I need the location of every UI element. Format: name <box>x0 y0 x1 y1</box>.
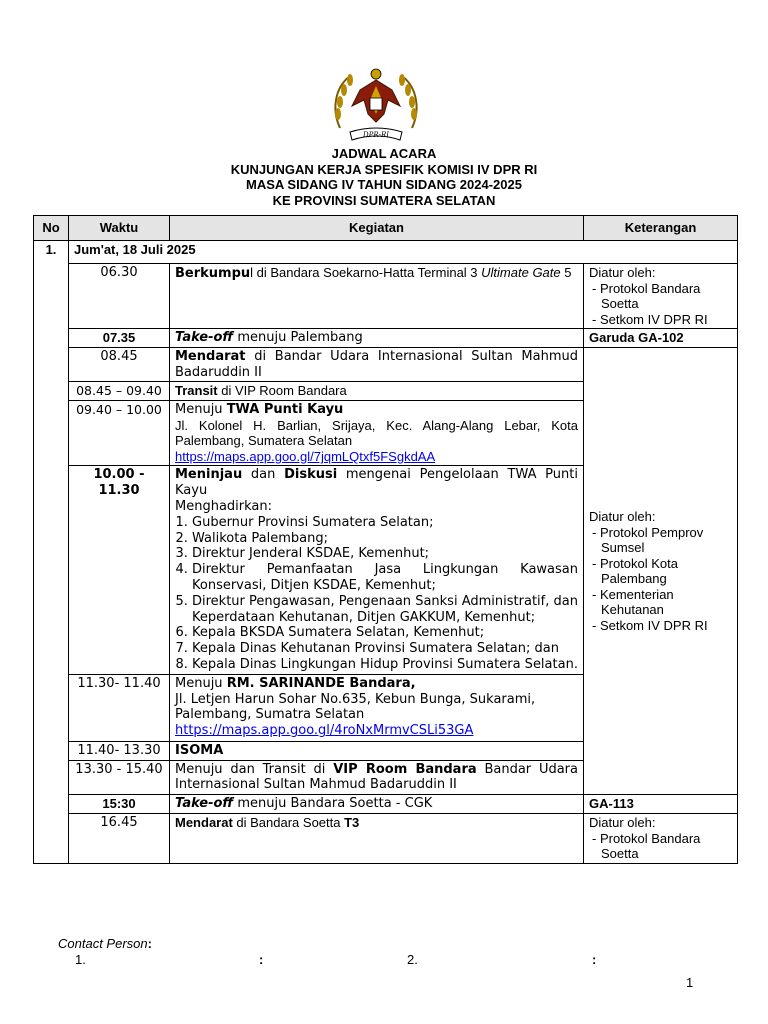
list-item: 8. Kepala Dinas Lingkungan Hidup Provinsi Sumatera Selatan. <box>192 657 578 673</box>
activity-cell <box>170 264 584 329</box>
note-title: Diatur oleh: <box>589 509 656 525</box>
activity-cell <box>170 795 584 814</box>
time-cell: 07.35 <box>69 329 170 348</box>
activity-cell <box>170 382 584 401</box>
table-row <box>34 795 738 814</box>
time-cell: 11.30- 11.40 <box>69 674 170 741</box>
activity-cell <box>170 760 584 795</box>
title-line-1: JADWAL ACARA <box>331 146 437 161</box>
list-item: 4. Direktur Pemanfaatan Jasa Lingkungan Kawasan Konservasi, Ditjen KSDAE, Kemenhut; <box>192 562 578 594</box>
activity-text: di VIP Room Bandara <box>217 383 347 399</box>
activity-cell <box>170 347 584 382</box>
maps-link[interactable]: https://maps.app.goo.gl/7jqmLQtxf5FSgkdAA <box>175 448 436 464</box>
page-number: 1 <box>686 975 694 990</box>
table-header-row <box>34 216 738 241</box>
logo-text: DPR-RI <box>363 131 389 139</box>
list-item: 5. Direktur Pengawasan, Pengenaan Sanksi Administratif, dan Keperdataan Kehutanan, Ditjen GAKKUM, Kemenhut; <box>192 594 578 626</box>
note-item: - Protokol Bandara Soetta <box>592 280 701 311</box>
note-item: - Setkom IV DPR RI <box>592 617 708 633</box>
contact-separator-1: : <box>259 952 264 967</box>
time-cell: 11.40- 13.30 <box>69 741 170 760</box>
table-row <box>34 329 738 348</box>
time-cell: 10.00 - 11.30 <box>69 466 170 674</box>
note-item: - Protokol Pemprov Sumsel <box>592 524 704 556</box>
time-cell: 08.45 <box>69 347 170 382</box>
activity-text: menuju Palembang <box>233 330 363 345</box>
table-row <box>34 264 738 329</box>
activity-bold: Berkumpu <box>175 266 251 281</box>
note-cell: Garuda GA-102 <box>584 329 738 348</box>
note-item: - Kementerian Kehutanan <box>592 586 674 618</box>
activity-bold: T3 <box>344 815 360 831</box>
time-cell: 06.30 <box>69 264 170 329</box>
attendees-list <box>175 515 578 673</box>
title-line-4: KE PROVINSI SUMATERA SELATAN <box>272 192 496 208</box>
activity-text: Menuju dan Transit di <box>175 761 334 777</box>
row-number: 1. <box>34 241 69 864</box>
list-item: 2. Walikota Palembang; <box>192 531 578 547</box>
header-waktu: Waktu <box>69 216 170 241</box>
activity-text: di Bandara Soetta <box>232 815 345 831</box>
activity-bold: RM. SARINANDE Bandara, <box>226 675 416 691</box>
activity-bold: Diskusi <box>284 467 338 483</box>
note-title: Diatur oleh: <box>589 265 656 280</box>
activity-italic: Take-off <box>175 796 234 812</box>
activity-text: Menuju <box>175 675 227 691</box>
time-cell: 13.30 - 15.40 <box>69 760 170 795</box>
header-no: No <box>34 216 69 241</box>
contact-item-1: 1. <box>75 952 86 967</box>
activity-cell <box>170 401 584 466</box>
document-title <box>0 146 768 208</box>
date-row <box>34 241 738 264</box>
note-cell <box>584 347 738 794</box>
note-cell <box>584 814 738 864</box>
activity-italic: Ultimate Gate <box>481 265 561 280</box>
list-item: 6. Kepala BKSDA Sumatera Selatan, Kemenhut; <box>192 625 578 641</box>
activity-cell <box>170 814 584 864</box>
attendees-label: Menghadirkan: <box>175 499 273 515</box>
dpr-ri-emblem-logo <box>330 66 422 146</box>
activity-text: l di Bandara Soekarno-Hatta Terminal 3 <box>250 265 482 280</box>
list-item: 1. Gubernur Provinsi Sumatera Selatan; <box>192 515 578 531</box>
list-item: 3. Direktur Jenderal KSDAE, Kemenhut; <box>192 546 578 562</box>
activity-text: 5 <box>560 265 572 280</box>
activity-bold: Transit <box>175 383 218 399</box>
note-cell <box>584 264 738 329</box>
note-item: - Setkom IV DPR RI <box>592 311 708 327</box>
list-item: 7. Kepala Dinas Kehutanan Provinsi Sumatera Selatan; dan <box>192 641 578 657</box>
date-label: Jum'at, 18 Juli 2025 <box>69 241 738 264</box>
activity-text: menuju Bandara Soetta - CGK <box>233 796 433 812</box>
title-line-3: MASA SIDANG IV TAHUN SIDANG 2024-2025 <box>246 177 522 192</box>
activity-bold: Meninjau <box>175 467 243 483</box>
table-row <box>34 814 738 864</box>
title-line-2: KUNJUNGAN KERJA SPESIFIK KOMISI IV DPR RI <box>230 161 538 177</box>
activity-bold: TWA Punti Kayu <box>226 402 344 418</box>
contact-person-label <box>58 936 152 951</box>
note-title: Diatur oleh: <box>589 815 656 831</box>
header-keterangan: Keterangan <box>584 216 738 241</box>
activity-cell <box>170 466 584 674</box>
activity-text: mengenai Pengelolaan TWA Punti Kayu <box>175 467 578 499</box>
activity-cell <box>170 674 584 741</box>
activity-text: dan <box>242 467 285 483</box>
activity-text: Bandar Udara Internasional Sultan Mahmud Badaruddin II <box>175 761 578 793</box>
contact-item-2: 2. <box>407 952 418 967</box>
address-text: Jl. Letjen Harun Sohar No.635, Kebun Bunga, Sukarami, Palembang, Sumatra Selatan <box>175 691 536 723</box>
address-text: Jl. Kolonel H. Barlian, Srijaya, Kec. Alang-Alang Lebar, Kota Palembang, Sumatera Selatan <box>175 417 578 449</box>
activity-text: di Bandar Udara Internasional Sultan Mahmud Badaruddin II <box>175 348 578 380</box>
contact-colon: : <box>147 936 152 951</box>
activity-bold: Mendarat <box>175 815 233 831</box>
contact-separator-2: : <box>592 952 597 967</box>
activity-text: Menuju <box>175 402 227 418</box>
maps-link[interactable]: https://maps.app.goo.gl/4roNxMrmvCSLi53GA <box>175 723 474 739</box>
activity-cell: ISOMA <box>170 741 584 760</box>
activity-bold: Mendarat <box>175 348 246 364</box>
time-cell: 16.45 <box>69 814 170 864</box>
note-cell: GA-113 <box>584 795 738 814</box>
header-kegiatan: Kegiatan <box>170 216 584 241</box>
time-cell: 09.40 – 10.00 <box>69 401 170 466</box>
activity-cell <box>170 329 584 348</box>
contact-label-text: Contact Person <box>58 936 148 951</box>
table-row <box>34 347 738 382</box>
activity-bold: VIP Room Bandara <box>333 761 477 777</box>
activity-italic: Take-off <box>175 330 234 345</box>
schedule-table <box>33 215 738 864</box>
time-cell: 15:30 <box>69 795 170 814</box>
note-item: - Protokol Bandara Soetta <box>592 830 701 862</box>
time-cell: 08.45 – 09.40 <box>69 382 170 401</box>
note-item: - Protokol Kota Palembang <box>592 555 678 587</box>
